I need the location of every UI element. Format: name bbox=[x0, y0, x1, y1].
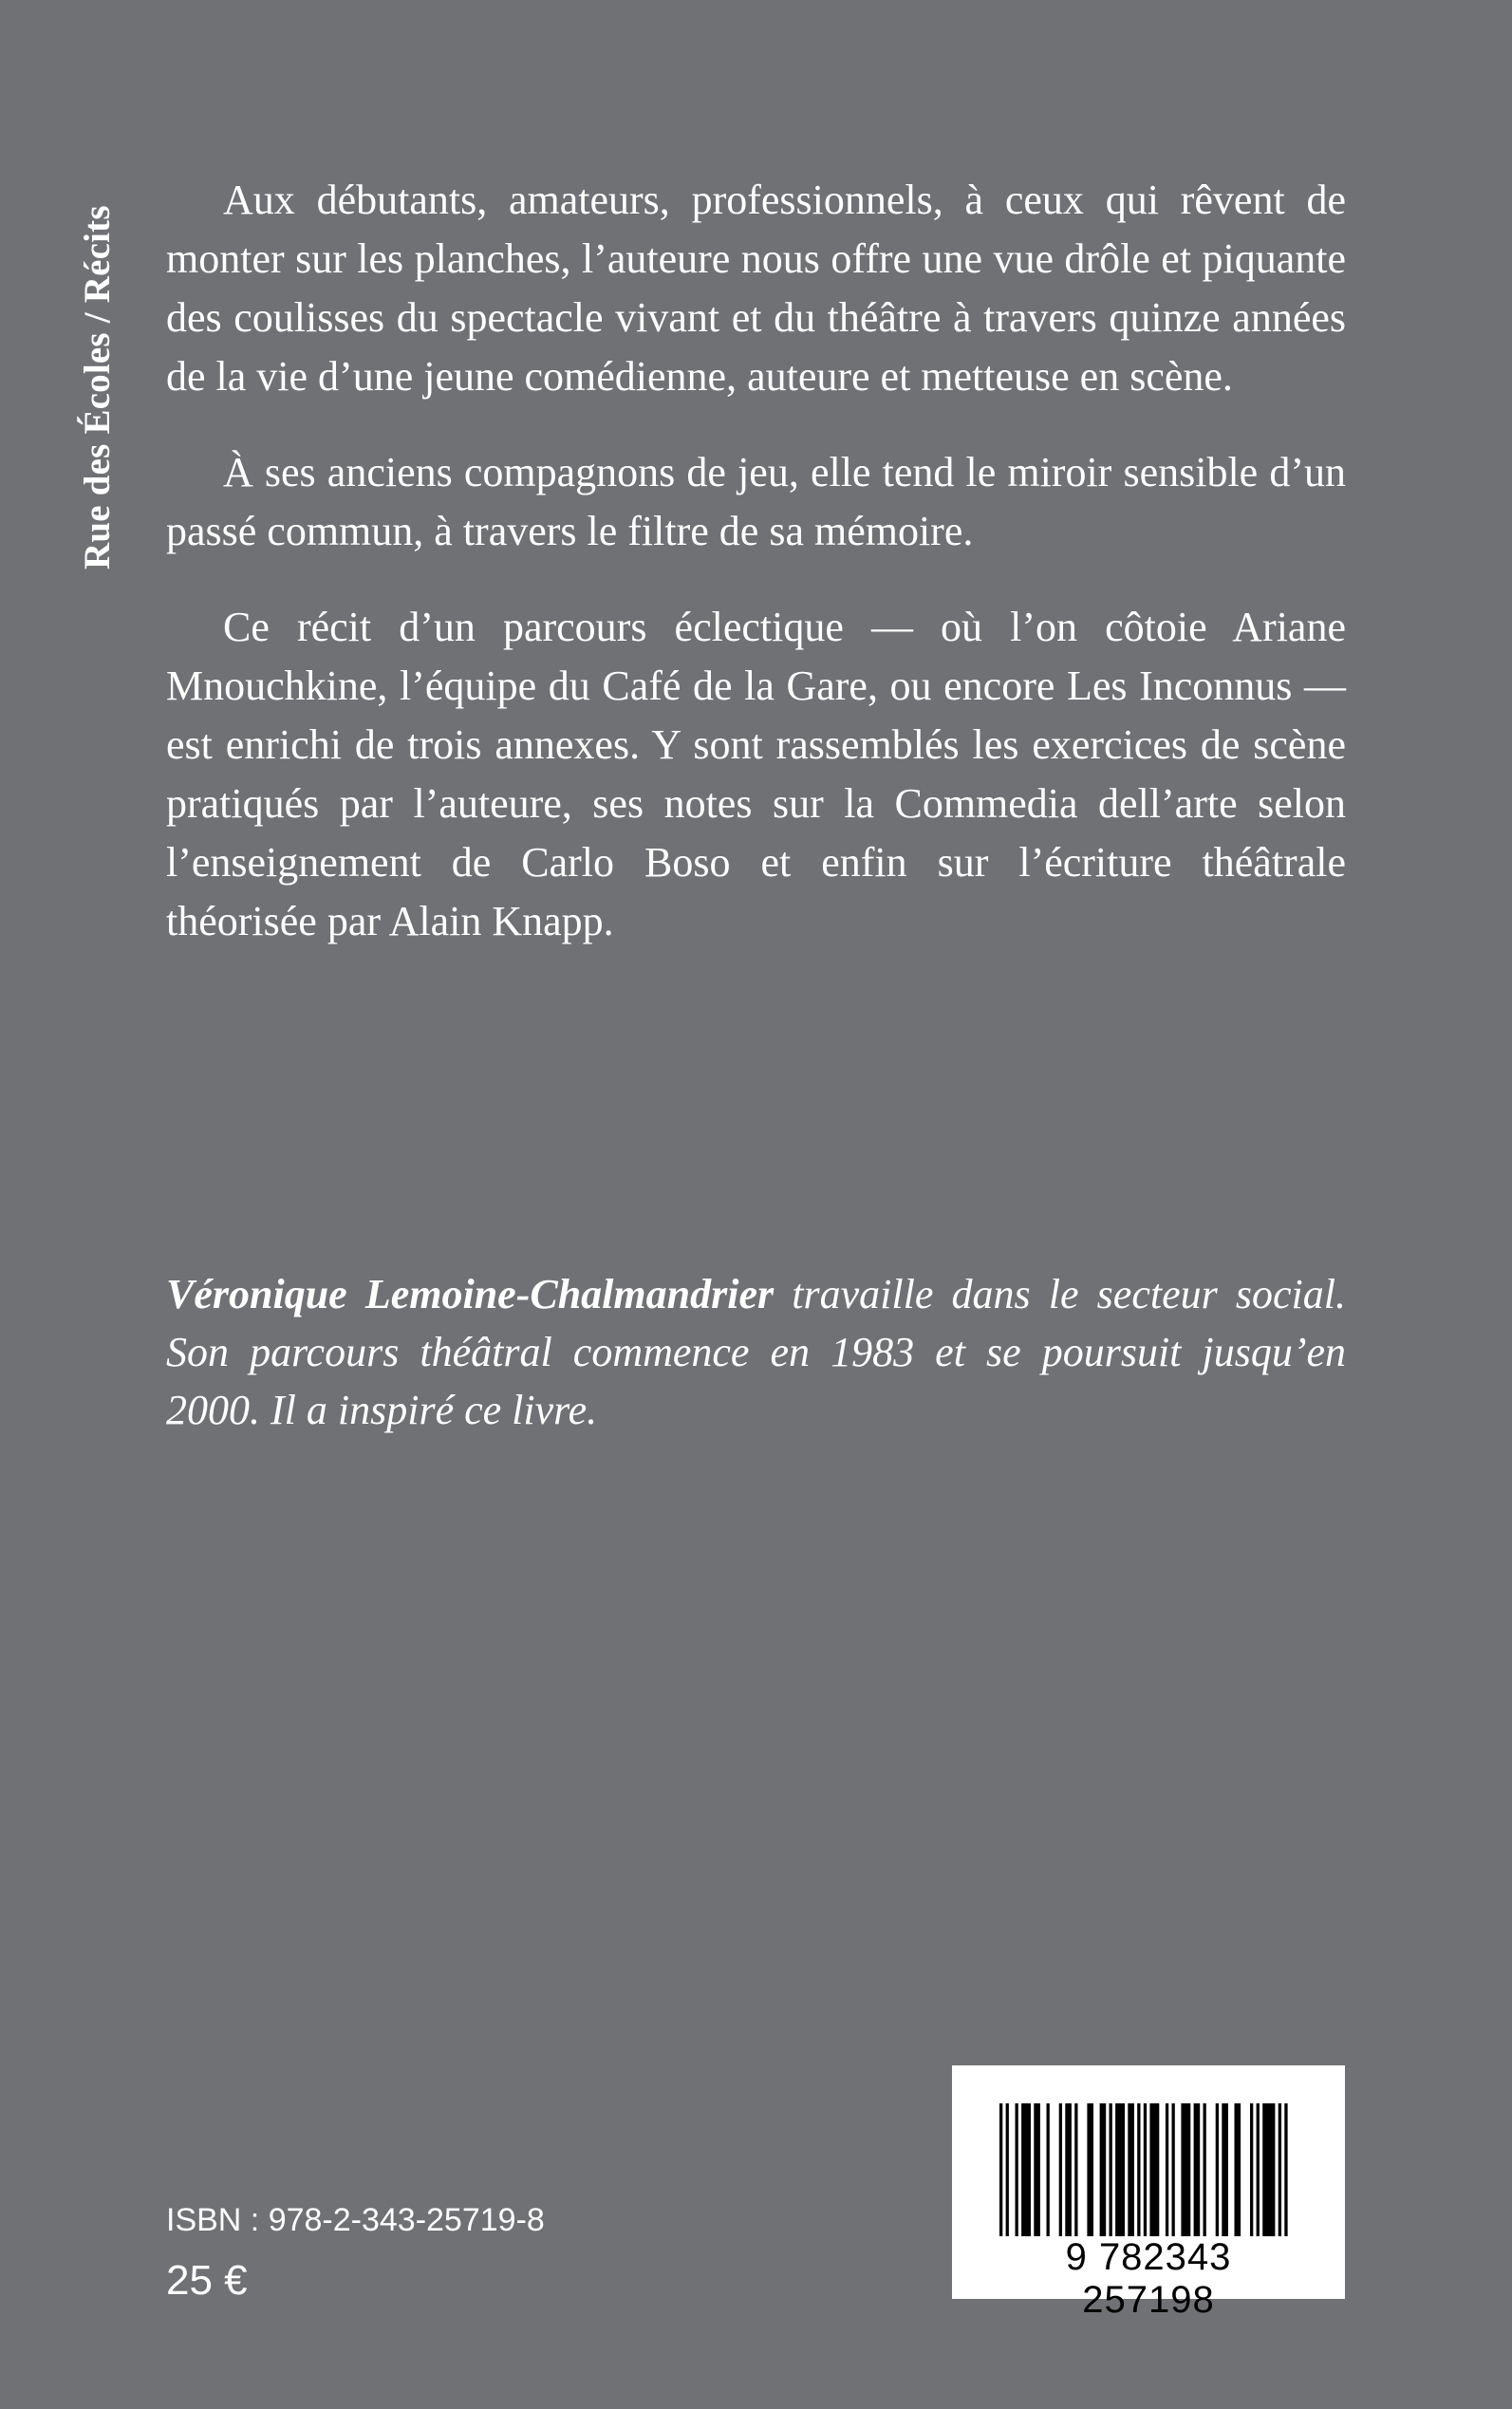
barcode-bar bbox=[1016, 2103, 1018, 2236]
author-bio bbox=[166, 1265, 1346, 1439]
barcode-digits: 9 782343 257198 bbox=[1065, 2236, 1232, 2321]
barcode-bar bbox=[1100, 2103, 1107, 2236]
author-name: Véronique Lemoine-Chalmandrier bbox=[166, 1271, 775, 1317]
blurb-paragraph: Ce récit d’un parcours éclectique — où l’on côtoie Ariane Mnouchkine, l’équipe du Café de la Gare, ou encore Les Inconnus — est enrichi de trois annexes. Y sont rassemblés les exercices de scène pratiqués par l’auteure, ses notes sur la Commedia dell’arte selon l’enseignement de Carlo Boso et enfin sur l’écriture théâtrale théorisée par Alain Knapp. bbox=[166, 604, 1346, 944]
back-cover-blurb bbox=[166, 171, 1346, 988]
barcode-bar bbox=[1194, 2103, 1201, 2236]
barcode-bar bbox=[1262, 2103, 1275, 2236]
barcode-bar bbox=[1250, 2103, 1253, 2236]
barcode-bar bbox=[1257, 2103, 1260, 2236]
barcode-bar bbox=[1166, 2103, 1168, 2236]
author-bio-text: travaille dans le secteur social. Son parcours théâtral commence en 1983 et se poursuit jusqu’en 2000. Il a inspiré ce livre. bbox=[166, 1271, 1346, 1433]
barcode-bar bbox=[1235, 2103, 1241, 2236]
barcode-bar bbox=[1115, 2103, 1125, 2236]
barcode-bar bbox=[1110, 2103, 1112, 2236]
barcode-bar bbox=[1137, 2103, 1140, 2236]
barcode-bar bbox=[1144, 2103, 1147, 2236]
barcode-bar bbox=[1065, 2103, 1072, 2236]
barcode-bar bbox=[1034, 2103, 1040, 2236]
barcode-bar bbox=[1149, 2103, 1159, 2236]
barcode-bar bbox=[1222, 2103, 1228, 2236]
barcode-bar bbox=[999, 2103, 1002, 2236]
barcode-bar bbox=[1204, 2103, 1206, 2236]
blurb-paragraph: À ses anciens compagnons de jeu, elle tend le miroir sensible d’un passé commun, à travers le filtre de sa mémoire. bbox=[166, 449, 1346, 554]
barcode-bar bbox=[1074, 2103, 1077, 2236]
blurb-paragraph: Aux débutants, amateurs, professionnels, à ceux qui rêvent de monter sur les planches, l’auteure nous offre une vue drôle et piquante des coulisses du spectacle vivant et du théâtre à travers quinze années de la vie d’une jeune comédienne, auteure et metteuse en scène. bbox=[166, 177, 1346, 400]
barcode-bar bbox=[1284, 2103, 1287, 2236]
isbn-label: ISBN : 978-2-343-25719-8 bbox=[166, 2202, 545, 2238]
barcode-bar bbox=[1216, 2103, 1219, 2236]
barcode-bar bbox=[1087, 2103, 1093, 2236]
barcode-bar bbox=[1279, 2103, 1281, 2236]
barcode-bars bbox=[999, 2103, 1297, 2246]
barcode-bar bbox=[1047, 2103, 1050, 2236]
price-label: 25 € bbox=[166, 2257, 248, 2304]
spine-series-title: Rue des Écoles / Récits bbox=[77, 205, 118, 570]
barcode-bar bbox=[1181, 2103, 1190, 2236]
barcode-bar bbox=[1006, 2103, 1009, 2236]
barcode-bar bbox=[1059, 2103, 1062, 2236]
barcode-bar bbox=[1021, 2103, 1031, 2236]
barcode-bar bbox=[1128, 2103, 1134, 2236]
barcode-bar bbox=[1172, 2103, 1175, 2236]
barcode bbox=[952, 2065, 1345, 2321]
